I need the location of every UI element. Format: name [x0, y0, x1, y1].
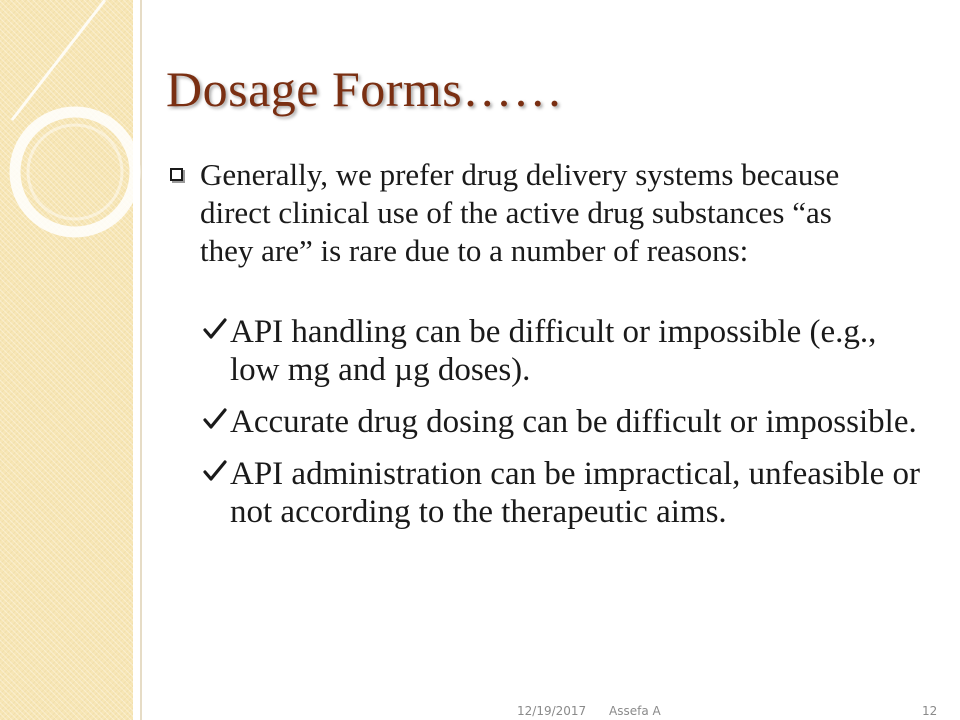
- slide-title: Dosage Forms……: [166, 61, 564, 117]
- reason-text: API administration can be impractical, unfeasible or not according to the therapeutic aims.: [230, 456, 921, 530]
- reason-text: Accurate drug dosing can be difficult or impossible.: [230, 404, 917, 440]
- square-bullet-icon: [170, 168, 183, 181]
- decorative-diagonal-line: [12, 0, 105, 120]
- footer-page-number: 12: [922, 704, 938, 718]
- reason-text: API handling can be difficult or impossible (e.g., low mg and µg doses).: [230, 314, 877, 388]
- reasons-list: [202, 313, 922, 545]
- main-bullet: [170, 156, 890, 270]
- footer-date: 12/19/2017: [517, 704, 587, 718]
- reason-item: [202, 313, 922, 389]
- decorative-ring-outer: [15, 112, 135, 232]
- footer-author: Assefa A: [609, 704, 661, 718]
- checkmark-icon: [202, 458, 228, 484]
- reason-item: [202, 403, 922, 441]
- checkmark-icon: [202, 316, 228, 342]
- decorative-ring-inner: [28, 125, 122, 219]
- checkmark-icon: [202, 406, 228, 432]
- main-bullet-text: Generally, we prefer drug delivery systems because direct clinical use of the active drug substances “as they are” is rare due to a number of reasons:: [200, 157, 840, 268]
- reason-item: [202, 455, 922, 531]
